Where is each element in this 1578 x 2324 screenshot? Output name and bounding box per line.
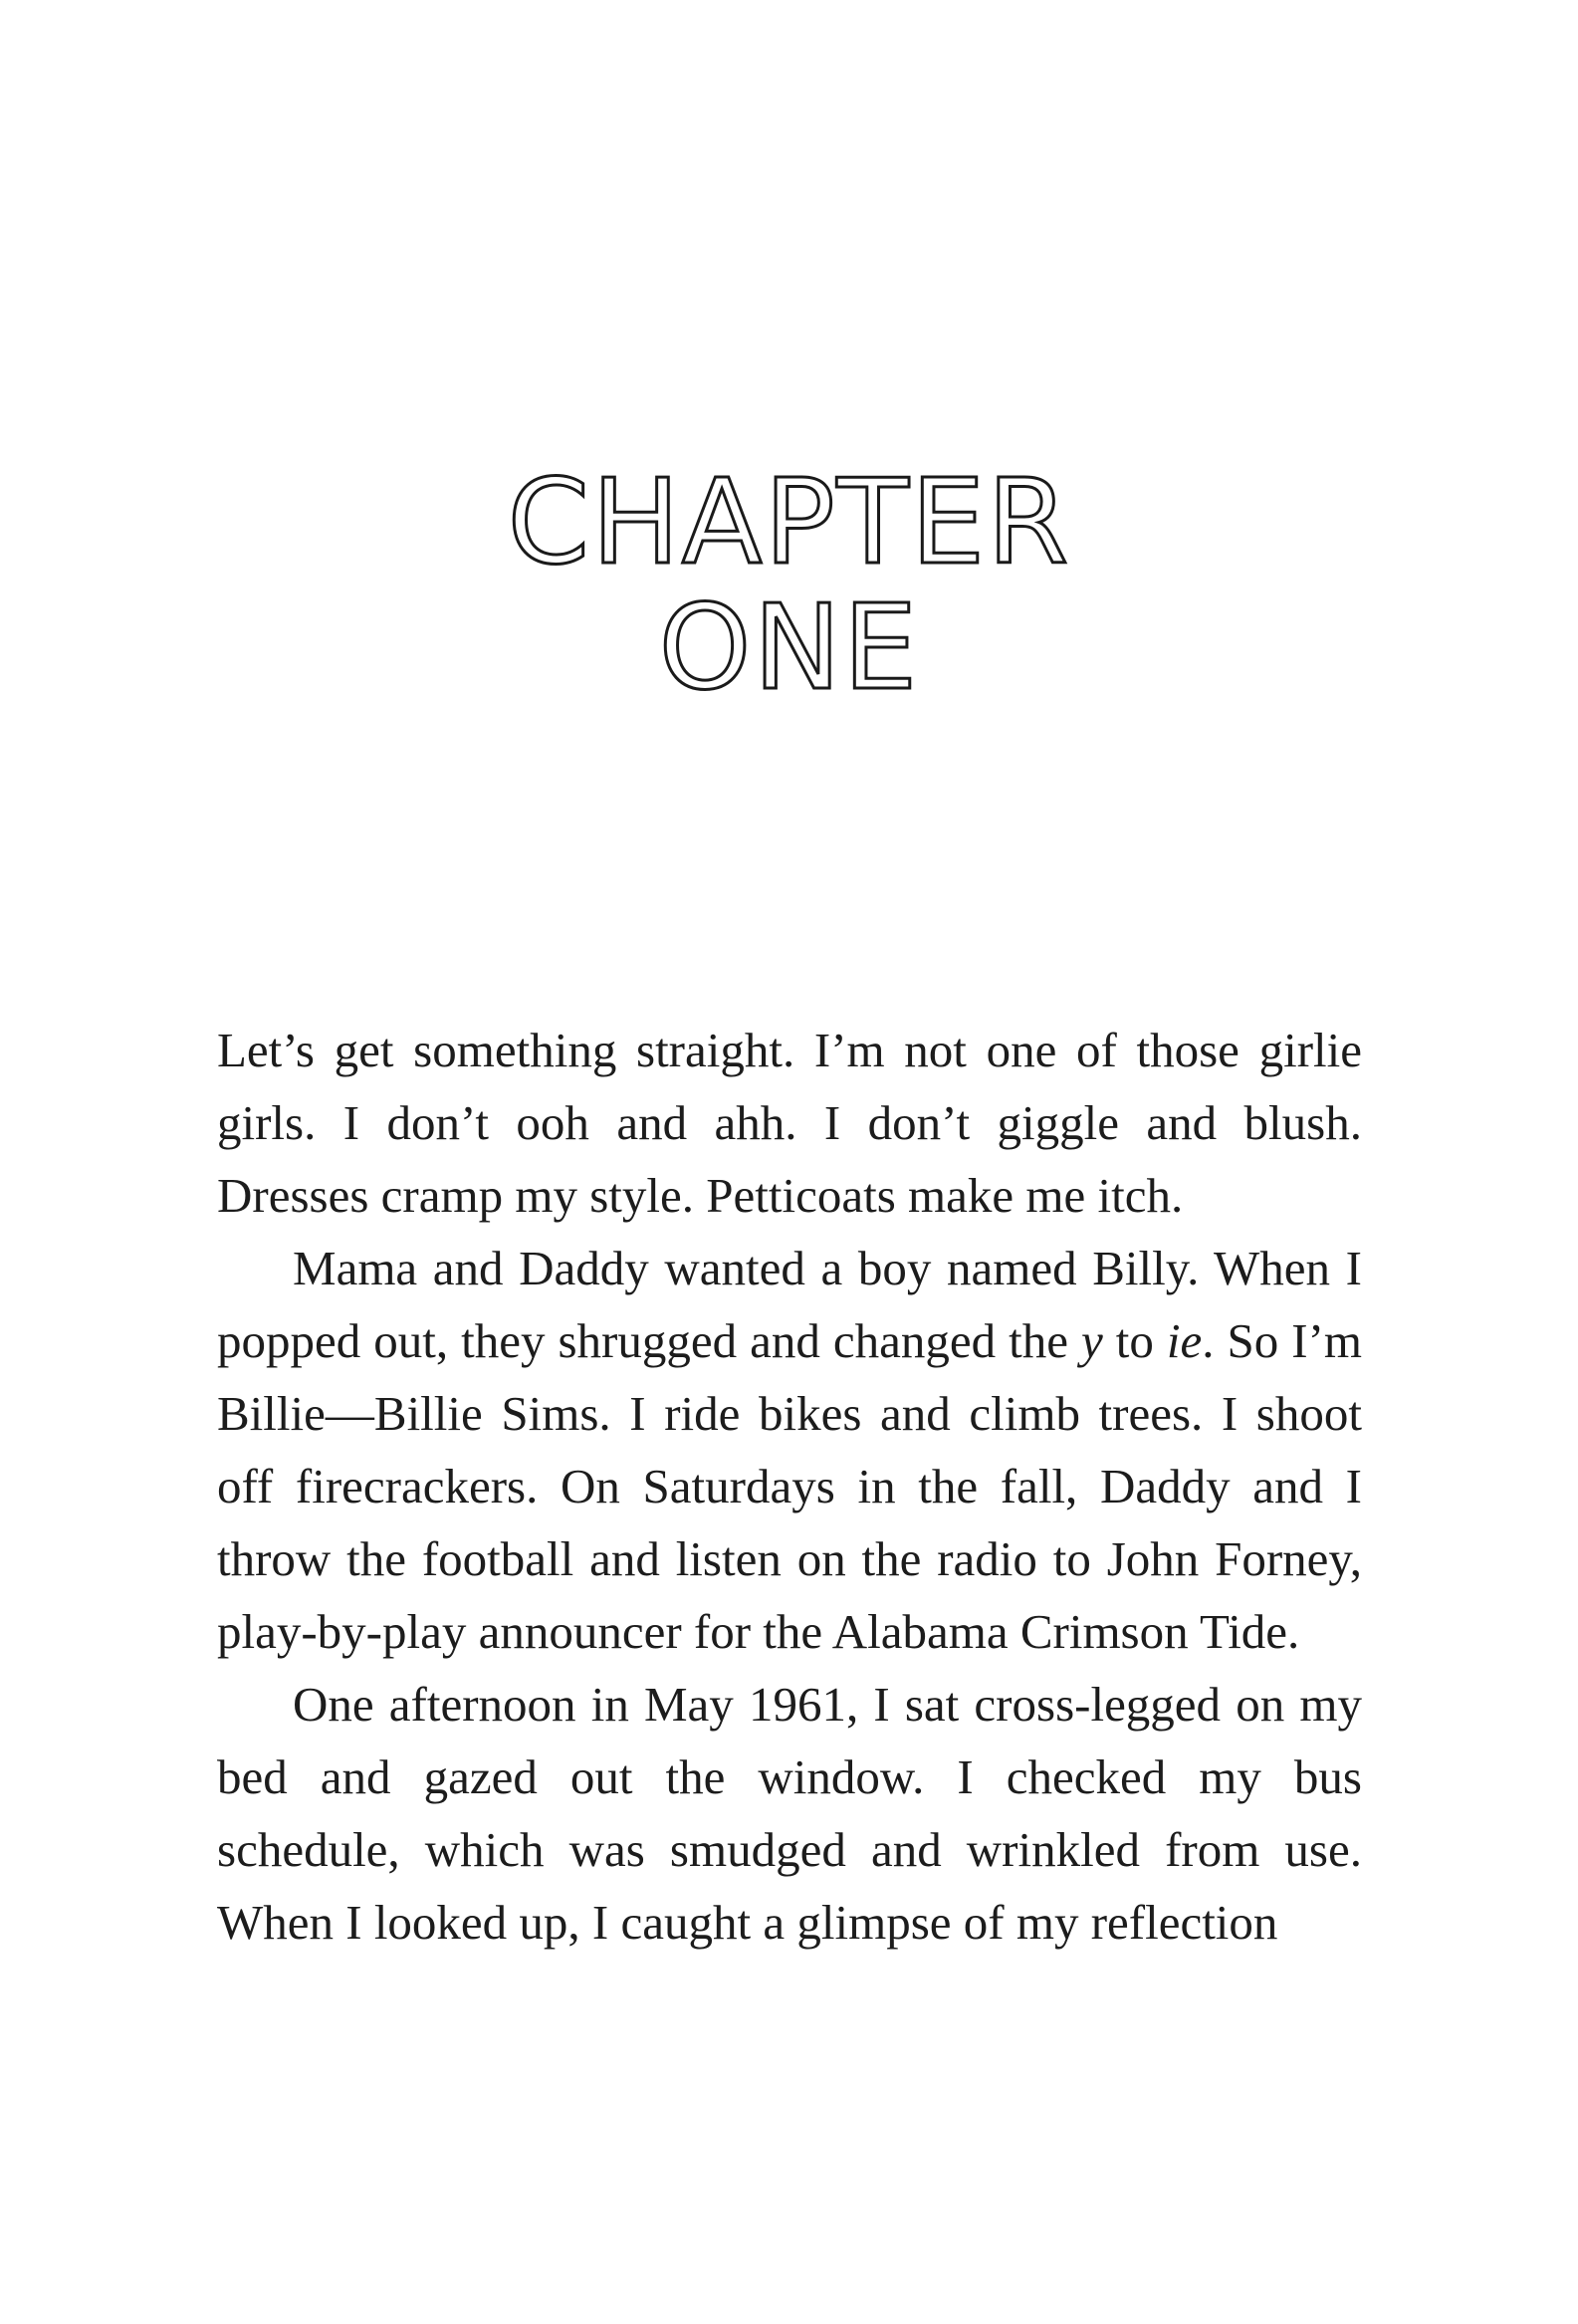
italic-letters-ie: ie — [1166, 1313, 1203, 1368]
chapter-heading-line-2: ONE — [658, 579, 920, 717]
paragraph-3: One afternoon in May 1961, I sat cross-legged on my bed and gazed out the window. I checked my bus schedule, which was smudged and wrinkled from use. When I looked up, I caught a glimpse of my reflection — [217, 1677, 1362, 1950]
italic-letter-y: y — [1081, 1313, 1103, 1368]
paragraph-2: Mama and Daddy wanted a boy named Billy. When I popped out, they shrugged and changed the y to ie. So I’m Billie—Billie Sims. I ride bikes and climb trees. I shoot off firecrackers. On Saturdays in the fall, Daddy and I throw the football and listen on the radio to John Forney, play-by-play announcer for the Alabama Crimson Tide. — [217, 1241, 1363, 1659]
chapter-body-text — [217, 1014, 1362, 1959]
paragraph-1: Let’s get something straight. I’m not one of those girlie girls. I don’t ooh and ahh. I don’t giggle and blush. Dresses cramp my style. Petticoats make me itch. — [217, 1023, 1362, 1223]
chapter-heading — [0, 453, 1578, 717]
chapter-heading-line-1: CHAPTER — [507, 453, 1071, 591]
